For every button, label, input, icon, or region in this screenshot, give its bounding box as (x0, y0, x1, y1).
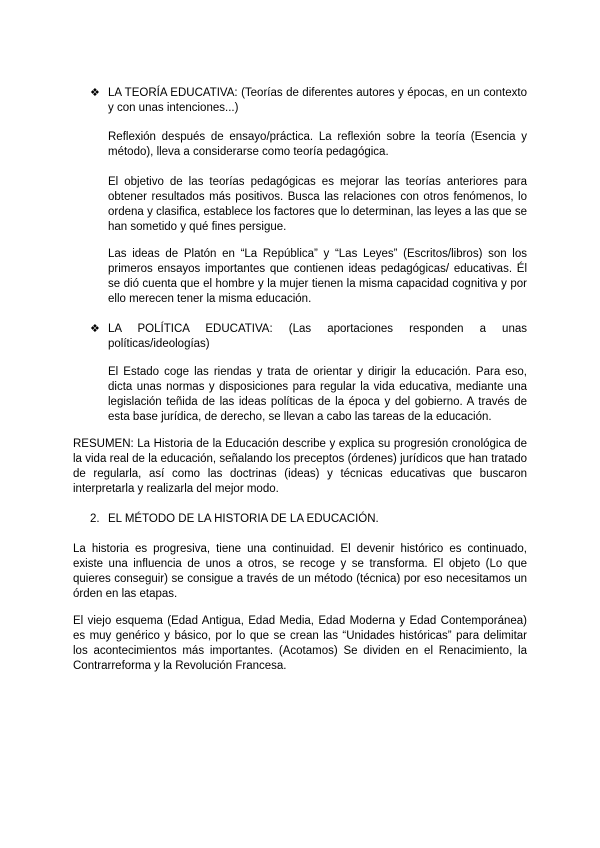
resumen-paragraph: RESUMEN: La Historia de la Educación describe y explica su progresión cronológica de la vida real de la educación, señalando los preceptos (órdenes) jurídicos que han tratado de regularla, así como las doctrinas (ideas) y técnicas educativas que buscaron interpretarla y realizarla del mejor modo. (73, 438, 527, 495)
paragraph: Las ideas de Platón en “La República” y “Las Leyes” (Escritos/libros) son los primeros ensayos importantes que contienen ideas pedagógicas/ educativas. Él se dió cuenta que el hombre y la mujer tienen la misma capacidad cognitiva y por ello merecen tener la misma educación. (108, 248, 527, 305)
bullet-icon: ❖ (90, 323, 100, 335)
bullet-icon: ❖ (90, 87, 100, 99)
paragraph: El Estado coge las riendas y trata de orientar y dirigir la educación. Para eso, dicta unas normas y disposiciones para regular la vida educativa, mediante una legislación teñida de las ideas políticas de la época y del gobierno. A través de esta base jurídica, de derecho, se llevan a cabo las tareas de la educación. (108, 366, 527, 423)
section-title-teoria: LA TEORÍA EDUCATIVA: (Teorías de diferentes autores y épocas, en un contexto y con unas intenciones...) (108, 87, 527, 114)
paragraph: Reflexión después de ensayo/práctica. La reflexión sobre la teoría (Esencia y método), lleva a considerarse como teoría pedagógica. (108, 131, 527, 158)
heading-number: 2. (90, 513, 100, 525)
paragraph: La historia es progresiva, tiene una continuidad. El devenir histórico es continuado, existe una influencia de unos a otros, se recoge y se transforma. El objeto (Lo que quieres conseguir) se consigue a través de un método (técnica) por eso necesitamos un órden en las etapas. (73, 543, 527, 600)
section-title-politica: LA POLÍTICA EDUCATIVA: (Las aportaciones responden a unas políticas/ideologías) (108, 323, 527, 350)
section-heading: EL MÉTODO DE LA HISTORIA DE LA EDUCACIÓN. (108, 513, 379, 525)
paragraph: El objetivo de las teorías pedagógicas es mejorar las teorías anteriores para obtener resultados más positivos. Busca las relaciones con otros fenómenos, lo ordena y clasifica, establece los factores que lo determinan, las leyes a las que se han sometido y qué fines persigue. (108, 176, 527, 233)
paragraph: El viejo esquema (Edad Antigua, Edad Media, Edad Moderna y Edad Contemporánea) es muy genérico y básico, por lo que se crean las “Unidades históricas” para delimitar los acontecimientos más importantes. (Acotamos) Se dividen en el Renacimiento, la Contrarreforma y la Revolución Francesa. (73, 615, 527, 672)
